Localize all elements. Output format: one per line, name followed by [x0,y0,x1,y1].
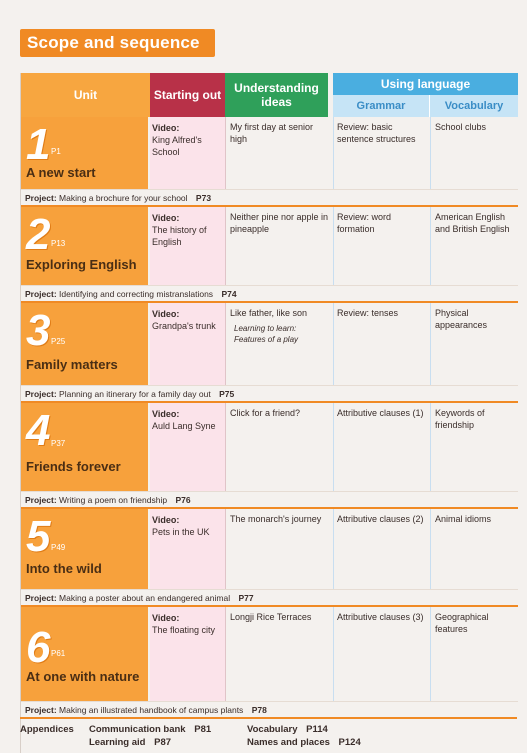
ideas-cell [225,207,330,285]
unit-cell [21,303,148,385]
vocabulary-cell: Geographical features [430,607,518,701]
appendix-page: P81 [194,724,212,735]
project-text: Planning an itinerary for a family day out [59,389,211,399]
video-label: Video: [152,515,180,525]
project-row [21,189,518,205]
video-title: The floating city [152,625,216,635]
unit-cell [21,117,148,189]
grammar-cell: Attributive clauses (2) [333,509,430,589]
unit-name: Into the wild [26,561,102,576]
project-page: P75 [219,389,235,399]
project-page: P74 [221,289,237,299]
unit-number: 3 [26,306,51,355]
video-label: Video: [152,613,180,623]
starting-out-cell [150,403,225,491]
ideas-cell [225,117,330,189]
page-title: Scope and sequence [20,29,215,57]
appendices-label: Appendices [20,724,74,735]
project-label: Project: [25,289,57,299]
project-label: Project: [25,389,57,399]
scope-table [20,73,518,753]
ideas-text: My first day at senior high [230,122,314,144]
project-row [21,701,518,717]
unit-number: 1 [26,120,51,169]
appendices-column-1 [89,723,211,749]
ideas-text: Like father, like son [230,308,308,318]
unit-page: P25 [51,337,66,346]
ideas-extra: Learning to learn: Features of a play [234,324,299,344]
unit-page: P13 [51,239,66,248]
ideas-cell [225,303,330,385]
unit-cell [21,607,148,701]
project-text: Making an illustrated handbook of campus plants [59,705,244,715]
starting-out-cell [150,607,225,701]
vocabulary-cell: Physical appearances [430,303,518,385]
appendix-name: Learning aid [89,737,146,748]
project-row [21,385,518,401]
video-title: The history of English [152,225,207,247]
starting-out-cell [150,117,225,189]
appendix-item [247,723,361,736]
appendix-page: P124 [338,737,361,748]
project-text: Writing a poem on friendship [59,495,168,505]
ideas-text: Longji Rice Terraces [230,612,312,622]
header-unit: Unit [21,73,150,117]
project-label: Project: [25,705,57,715]
header-starting-out: Starting out [150,73,225,117]
appendix-name: Communication bank [89,724,186,735]
unit-page: P61 [51,649,66,658]
unit-cell [21,403,148,491]
project-row [21,285,518,301]
unit-name: Family matters [26,357,118,372]
ideas-text: Neither pine nor apple in pineapple [230,212,329,234]
project-page: P76 [175,495,191,505]
project-row [21,491,518,507]
grammar-cell: Review: word formation [333,207,430,285]
header-vocabulary: Vocabulary [430,95,518,117]
vocabulary-cell: American English and British English [430,207,518,285]
appendix-item [247,736,361,749]
project-row [21,589,518,605]
appendix-page: P87 [154,737,172,748]
unit-number: 6 [26,623,51,672]
unit-name: A new start [26,165,96,180]
grammar-cell: Review: basic sentence structures [333,117,430,189]
grammar-cell: Attributive clauses (3) [333,607,430,701]
video-title: Pets in the UK [152,527,210,537]
starting-out-cell [150,207,225,285]
ideas-cell [225,509,330,589]
unit-name: Exploring English [26,257,137,272]
ideas-cell [225,607,330,701]
unit-page: P37 [51,439,66,448]
unit-number: 2 [26,210,51,259]
appendix-name: Vocabulary [247,724,298,735]
ideas-text: Click for a friend? [230,408,301,418]
video-title: Grandpa's trunk [152,321,216,331]
project-page: P77 [238,593,254,603]
appendices-column-2 [247,723,361,749]
vocabulary-cell: Animal idioms [430,509,518,589]
unit-name: At one with nature [26,669,140,684]
unit-page: P49 [51,543,66,552]
grammar-cell: Review: tenses [333,303,430,385]
project-page: P73 [195,193,212,203]
vocabulary-cell: School clubs [430,117,518,189]
ideas-text: The monarch's journey [230,514,322,524]
unit-cell [21,509,148,589]
video-label: Video: [152,123,180,133]
video-label: Video: [152,213,180,223]
video-title: Auld Lang Syne [152,421,216,431]
header-understanding-ideas: Understanding ideas [225,73,328,117]
appendix-name: Names and places [247,737,330,748]
appendix-item [89,723,211,736]
appendices [20,717,517,748]
vocabulary-cell: Keywords of friendship [430,403,518,491]
appendix-page: P114 [306,724,328,735]
ideas-cell [225,403,330,491]
project-text: Making a brochure for your school [59,193,188,203]
unit-number: 4 [26,406,51,455]
project-label: Project: [25,593,57,603]
unit-number: 5 [26,512,51,561]
project-text: Identifying and correcting mistranslations [59,289,214,299]
project-page: P78 [251,705,267,715]
starting-out-cell [150,303,225,385]
unit-cell [21,207,148,285]
unit-name: Friends forever [26,459,121,474]
video-label: Video: [152,309,180,319]
unit-page: P1 [51,147,61,156]
header-grammar: Grammar [333,95,430,117]
grammar-cell: Attributive clauses (1) [333,403,430,491]
video-label: Video: [152,409,180,419]
project-text: Making a poster about an endangered animal [59,593,231,603]
video-title: King Alfred's School [152,135,202,157]
project-label: Project: [25,193,57,203]
project-label: Project: [25,495,57,505]
starting-out-cell [150,509,225,589]
appendix-item [89,736,211,749]
header-using-language: Using language [333,73,518,95]
